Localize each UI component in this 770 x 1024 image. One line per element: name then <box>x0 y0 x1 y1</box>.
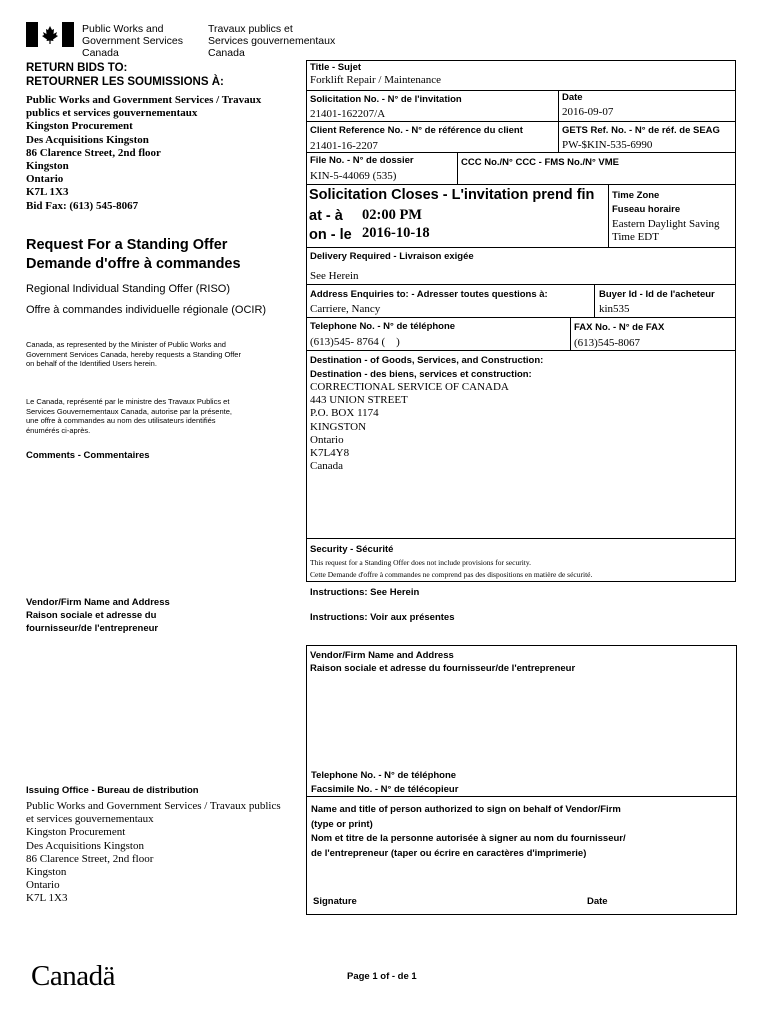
gets-label: GETS Ref. No. - N° de réf. de SEAG <box>562 125 720 136</box>
file-value: KIN-5-44069 (535) <box>310 170 397 182</box>
page-number: Page 1 of - de 1 <box>347 971 417 982</box>
authorized-person-field[interactable] <box>308 864 734 892</box>
vendor-name-field[interactable] <box>308 678 734 766</box>
destination-label: Destination - of Goods, Services, and Construction: Destination - des biens, services et construction: <box>310 355 544 380</box>
pwgsc-name-en: Public Works and Government Services Canada <box>82 23 183 59</box>
client-ref-label: Client Reference No. - N° de référence du client <box>310 125 523 136</box>
security-text: This request for a Standing Offer does not include provisions for security. Cette Demande d'offre à commandes ne comprend pas des dispositions en matière de sécurité. <box>310 558 593 579</box>
buyer-label: Buyer Id - Id de l'acheteur <box>599 289 715 300</box>
enquiries-label: Address Enquiries to: - Adresser toutes questions à: <box>310 289 548 300</box>
request-title: Request For a Standing Offer Demande d'offre à commandes <box>26 237 241 272</box>
telephone-label: Telephone No. - N° de téléphone <box>310 321 456 332</box>
at-label: at - à <box>309 208 343 224</box>
file-label: File No. - N° de dossier <box>310 155 414 166</box>
signature-label: Signature <box>313 896 357 907</box>
solicitation-value: 21401-162207/A <box>310 108 386 120</box>
client-ref-value: 21401-16-2207 <box>310 140 378 152</box>
issuing-office-address: Public Works and Government Services / Travaux publics et services gouvernementaux Kingston Procurement Des Acquisitions Kingston 86 Clarence Street, 2nd floor Kingston Ontario K7L 1X3 <box>26 800 281 905</box>
time-zone-value: Eastern Daylight Saving Time EDT <box>612 218 720 243</box>
title-value: Forklift Repair / Maintenance <box>310 74 442 86</box>
return-bids-heading: RETURN BIDS TO: RETOURNER LES SOUMISSIONS À: <box>26 62 224 88</box>
time-zone-label: Time Zone Fuseau horaire <box>612 190 681 215</box>
instructions-en: Instructions: See Herein <box>310 587 420 598</box>
request-paragraph-en: Canada, as represented by the Minister of Public Works and Government Services Canada, hereby requests a Standing Offer on behalf of the Identified Users herein. <box>26 340 241 368</box>
pwgsc-name-fr: Travaux publics et Services gouvernementaux Canada <box>208 23 336 59</box>
signature-date-label: Date <box>587 896 608 907</box>
vendor-facsimile-label: Facsimile No. - N° de télécopieur <box>311 784 459 795</box>
destination-address: CORRECTIONAL SERVICE OF CANADA 443 UNION STREET P.O. BOX 1174 KINGSTON Ontario K7L4Y8 Canada <box>310 381 509 473</box>
solicitation-label: Solicitation No. - N° de l'invitation <box>310 94 462 105</box>
security-label: Security - Sécurité <box>310 544 394 555</box>
title-label: Title - Sujet <box>310 62 362 73</box>
on-value: 2016-10-18 <box>362 225 430 241</box>
instructions-fr: Instructions: Voir aux présentes <box>310 612 455 623</box>
request-paragraph-fr: Le Canada, représenté par le ministre des Travaux Publics et Services Gouvernementaux Canada, autorise par la présente, une offre à commandes au nom des utilisateurs identifiés énumérés ci-après. <box>26 397 232 435</box>
solicitation-closes-label: Solicitation Closes - L'invitation prend fin <box>309 187 595 203</box>
delivery-value: See Herein <box>310 270 359 282</box>
vendor-box-label: Vendor/Firm Name and Address Raison sociale et adresse du fournisseur/de l'entrepreneur <box>310 650 576 674</box>
enquiries-value: Carriere, Nancy <box>310 303 381 315</box>
at-value: 02:00 PM <box>362 207 422 223</box>
authorized-person-label: Name and title of person authorized to sign on behalf of Vendor/Firm (type or print) Nom et titre de la personne autorisée à signer au nom du fournisseur/ de l'entrepreneur (taper ou écrire en caractères d'imprimerie) <box>311 804 626 859</box>
buyer-value: kin535 <box>599 303 630 315</box>
issuing-office-label: Issuing Office - Bureau de distribution <box>26 785 199 796</box>
vendor-left-label: Vendor/Firm Name and Address Raison sociale et adresse du fournisseur/de l'entrepreneur <box>26 597 170 634</box>
vendor-telephone-label: Telephone No. - N° de téléphone <box>311 770 457 781</box>
gets-value: PW-$KIN-535-6990 <box>562 139 653 151</box>
comments-label: Comments - Commentaires <box>26 450 150 461</box>
date-value: 2016-09-07 <box>562 106 614 118</box>
riso-fr: Offre à commandes individuelle régionale (OCIR) <box>26 304 267 316</box>
ccc-label: CCC No./N° CCC - FMS No./N° VME <box>461 157 620 168</box>
on-label: on - le <box>309 227 352 243</box>
canada-wordmark-logo: Canadä <box>31 960 115 992</box>
fax-value: (613)545-8067 <box>574 337 640 349</box>
return-bids-address: Public Works and Government Services / Travaux publics et services gouvernementaux Kingston Procurement Des Acquisitions Kingston 86 Clarence Street, 2nd floor Kingston Ontario K7L 1X3 Bid Fax: (613) 545-8067 <box>26 94 262 212</box>
date-label: Date <box>562 92 583 103</box>
riso-en: Regional Individual Standing Offer (RISO) <box>26 283 231 295</box>
fax-label: FAX No. - N° de FAX <box>574 322 665 333</box>
canada-flag-icon <box>26 22 74 47</box>
delivery-label: Delivery Required - Livraison exigée <box>310 251 474 262</box>
telephone-value: (613)545- 8764 ( ) <box>310 336 400 348</box>
